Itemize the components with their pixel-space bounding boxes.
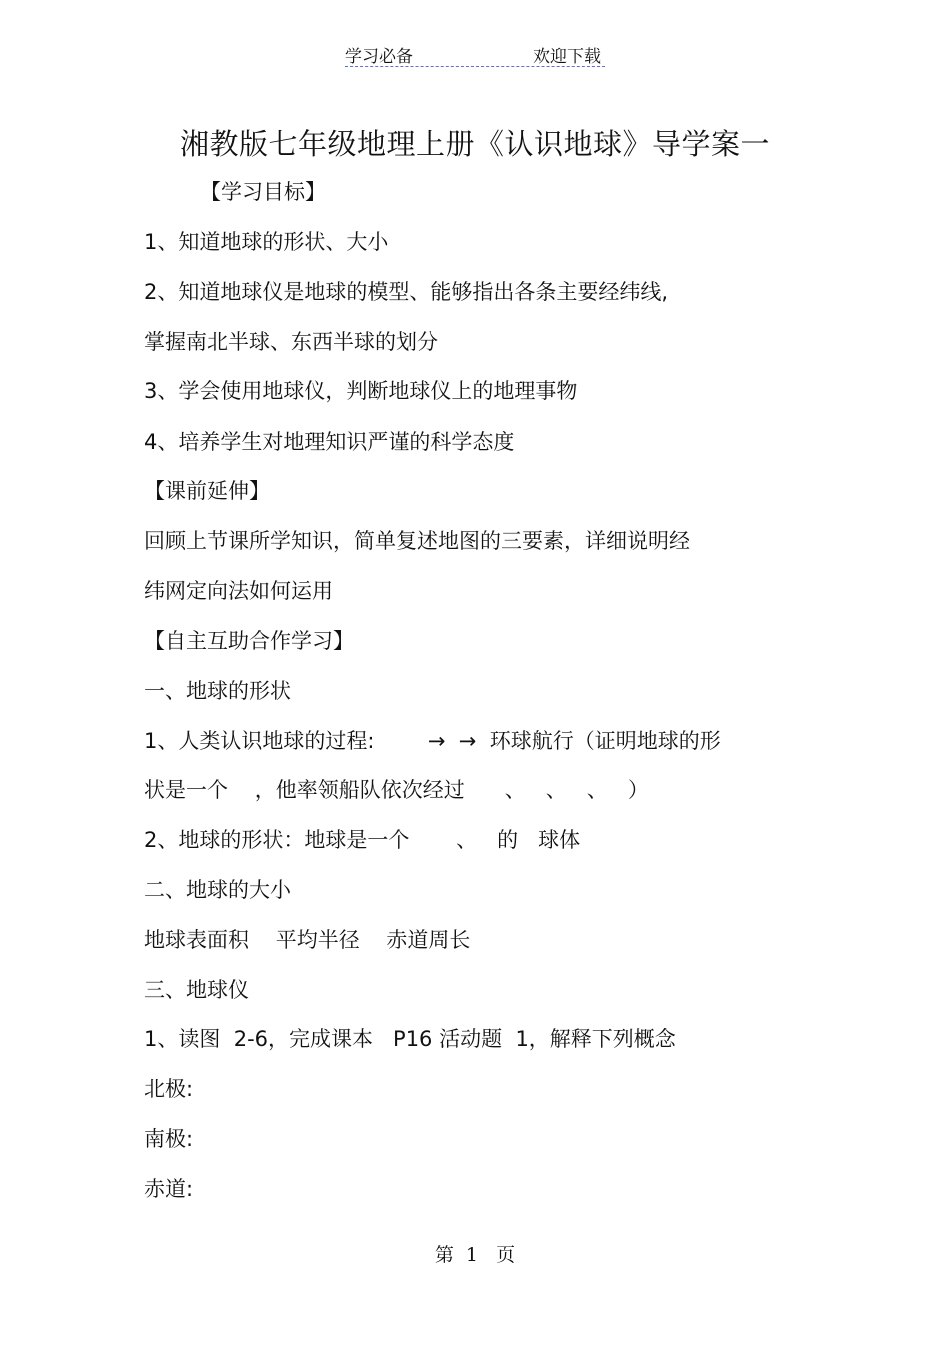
header-right-text: 欢迎下载 <box>533 47 601 67</box>
header-left-text: 学习必备 <box>345 47 413 67</box>
subsection-shape: 一、地球的形状 <box>144 679 291 703</box>
objective-item-4: 4、培养学生对地理知识严谨的科学态度 <box>144 430 515 454</box>
page-header <box>345 40 605 67</box>
concept-south-pole: 南极: <box>144 1127 194 1151</box>
page-number: 第 1 页 <box>434 1244 516 1266</box>
document-title: 湘教版七年级地理上册《认识地球》导学案一 <box>179 127 770 161</box>
objective-item-2: 2、知道地球仪是地球的模型、能够指出各条主要经纬线, <box>144 280 669 304</box>
shape-question-2: 2、地球的形状：地球是一个 、 的 球体 <box>144 828 581 852</box>
concept-equator: 赤道: <box>144 1177 194 1201</box>
subsection-size: 二、地球的大小 <box>144 878 291 902</box>
concept-north-pole: 北极: <box>144 1077 194 1101</box>
globe-question-1: 1、读图 2-6，完成课本 P16 活动题 1，解释下列概念 <box>144 1027 676 1051</box>
subsection-globe: 三、地球仪 <box>144 978 249 1002</box>
size-items: 地球表面积 平均半径 赤道周长 <box>144 928 471 952</box>
shape-question-1: 1、人类认识地球的过程: → → 环球航行（证明地球的形 <box>144 729 721 753</box>
preview-text: 回顾上节课所学知识，简单复述地图的三要素，详细说明经 <box>144 529 690 553</box>
shape-question-1-cont: 状是一个 ，他率领船队依次经过 、 、 、 ） <box>144 778 649 802</box>
section-heading-objectives: 【学习目标】 <box>200 180 326 204</box>
section-heading-preview: 【课前延伸】 <box>144 479 270 503</box>
section-heading-cooperative: 【自主互助合作学习】 <box>144 629 354 653</box>
objective-item-1: 1、知道地球的形状、大小 <box>144 230 389 254</box>
objective-item-2-cont: 掌握南北半球、东西半球的划分 <box>144 330 438 354</box>
objective-item-3: 3、学会使用地球仪，判断地球仪上的地理事物 <box>144 379 578 403</box>
preview-text-cont: 纬网定向法如何运用 <box>144 579 333 603</box>
